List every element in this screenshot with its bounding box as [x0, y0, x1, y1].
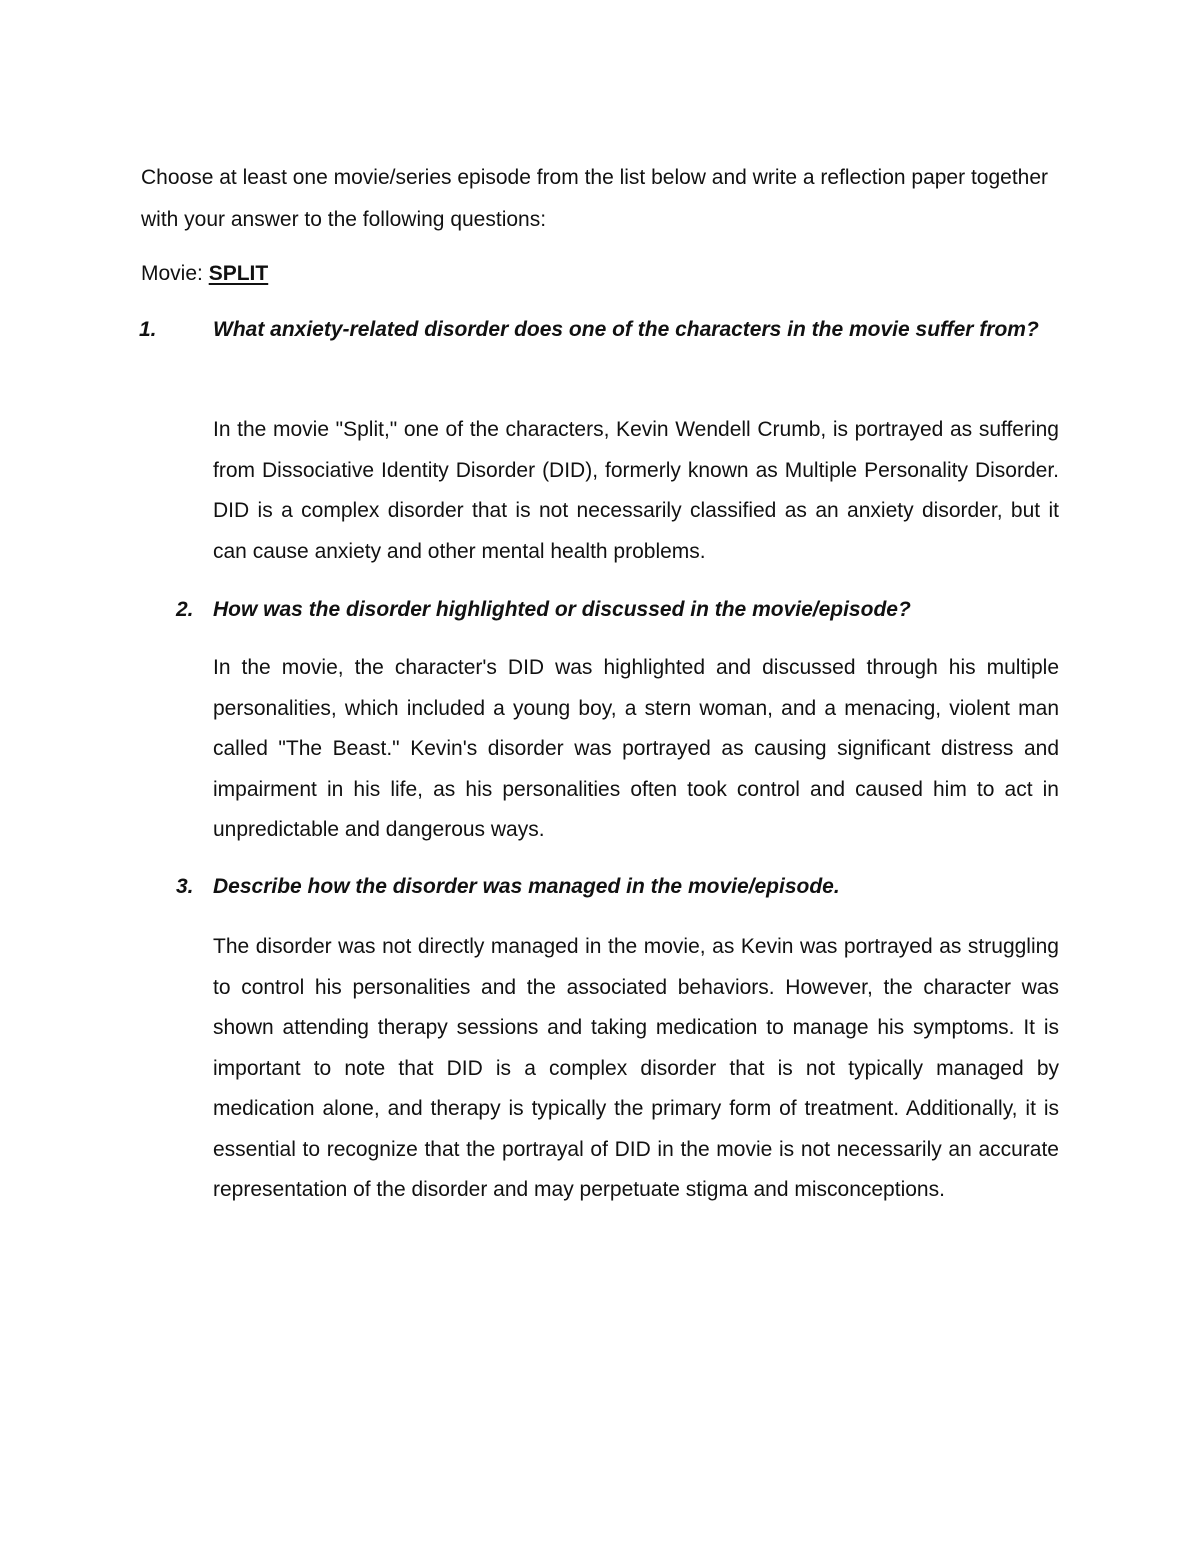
question-1-text: What anxiety-related disorder does one of the characters in the movie suffer from?	[213, 318, 1039, 341]
question-3	[176, 867, 1061, 907]
answer-2: In the movie, the character's DID was highlighted and discussed through his multiple personalities, which included a young boy, a stern woman, and a menacing, violent man called "The Beast." Kevin's disorder was portrayed as causing significant distress and impairment in his life, as his personalities often took control and caused him to act in unpredictable and dangerous ways.	[213, 656, 1059, 841]
question-3-text: Describe how the disorder was managed in the movie/episode.	[213, 875, 840, 898]
movie-title: SPLIT	[208, 262, 269, 285]
question-3-number: 3.	[176, 875, 194, 898]
question-2	[176, 590, 1061, 630]
question-1	[139, 310, 1061, 350]
movie-label: Movie:	[141, 262, 203, 285]
question-2-text: How was the disorder highlighted or discussed in the movie/episode?	[213, 598, 911, 621]
intro-paragraph: Choose at least one movie/series episode from the list below and write a reflection paper together with your answer to the following questions:	[141, 166, 1048, 231]
answer-1: In the movie "Split," one of the characters, Kevin Wendell Crumb, is portrayed as suffering from Dissociative Identity Disorder (DID), formerly known as Multiple Personality Disorder. DID is a complex disorder that is not necessarily classified as an anxiety disorder, but it can cause anxiety and other mental health problems.	[213, 418, 1059, 563]
movie-line	[141, 254, 268, 294]
answer-3: The disorder was not directly managed in the movie, as Kevin was portrayed as struggling to control his personalities and the associated behaviors. However, the character was shown attending therapy sessions and taking medication to manage his symptoms. It is important to note that DID is a complex disorder that is not typically managed by medication alone, and therapy is typically the primary form of treatment. Additionally, it is essential to recognize that the portrayal of DID in the movie is not necessarily an accurate representation of the disorder and may perpetuate stigma and misconceptions.	[213, 935, 1059, 1201]
question-1-number: 1.	[139, 318, 157, 341]
question-2-number: 2.	[176, 598, 194, 621]
